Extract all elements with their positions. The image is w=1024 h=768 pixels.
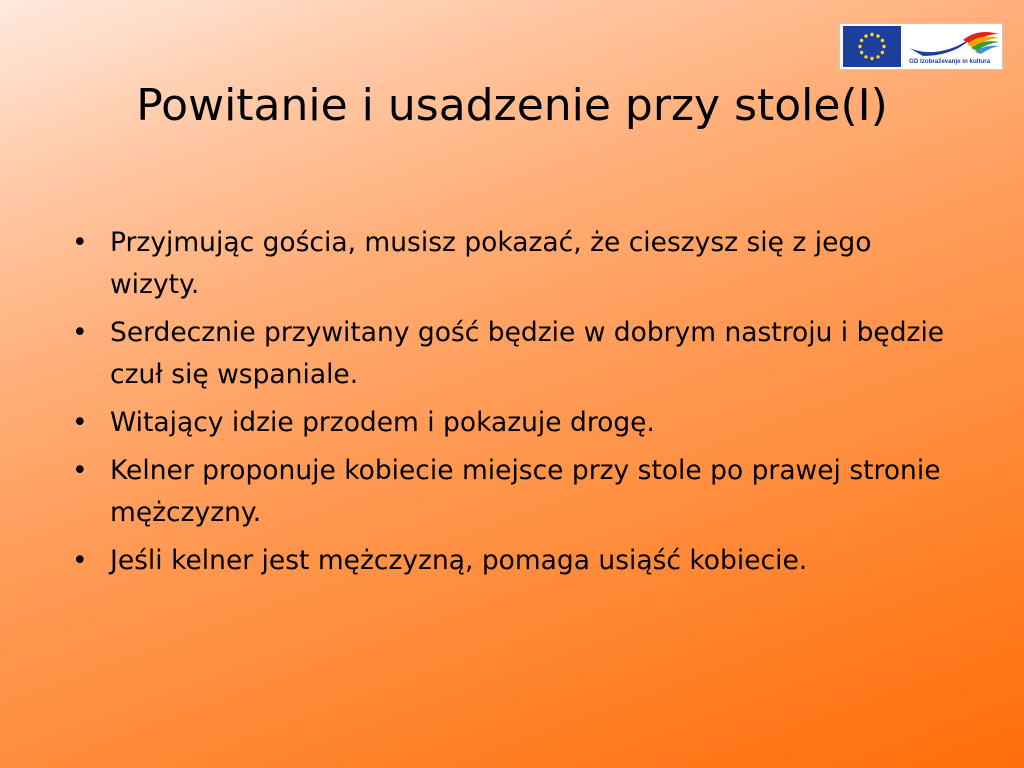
list-item bbox=[70, 402, 950, 444]
culture-program-logo-icon bbox=[905, 26, 1002, 67]
bullet-icon: • bbox=[72, 545, 88, 576]
list-item-text: Kelner proponuje kobiecie miejsce przy stole po prawej stronie mężczyzny. bbox=[110, 455, 941, 528]
list-item bbox=[70, 312, 950, 396]
list-item bbox=[70, 222, 950, 306]
eu-flag-icon bbox=[843, 26, 901, 67]
list-item bbox=[70, 450, 950, 534]
logo-banner bbox=[839, 23, 1003, 70]
bullet-icon: • bbox=[72, 317, 88, 348]
list-item-text: Jeśli kelner jest mężczyzną, pomaga usiąść kobiecie. bbox=[110, 545, 808, 576]
bullet-icon: • bbox=[72, 407, 88, 438]
slide-title: Powitanie i usadzenie przy stole(I) bbox=[136, 80, 888, 131]
list-item bbox=[70, 540, 950, 582]
bullet-icon: • bbox=[72, 455, 88, 486]
logo-caption: GD Izobraževanje in kultura bbox=[909, 58, 991, 65]
list-item-text: Serdecznie przywitany gość będzie w dobrym nastroju i będzie czuł się wspaniale. bbox=[110, 317, 945, 390]
bullet-list bbox=[70, 222, 950, 588]
list-item-text: Witający idzie przodem i pokazuje drogę. bbox=[110, 407, 655, 438]
list-item-text: Przyjmując gościa, musisz pokazać, że cieszysz się z jego wizyty. bbox=[110, 227, 872, 300]
bullet-icon: • bbox=[72, 227, 88, 258]
